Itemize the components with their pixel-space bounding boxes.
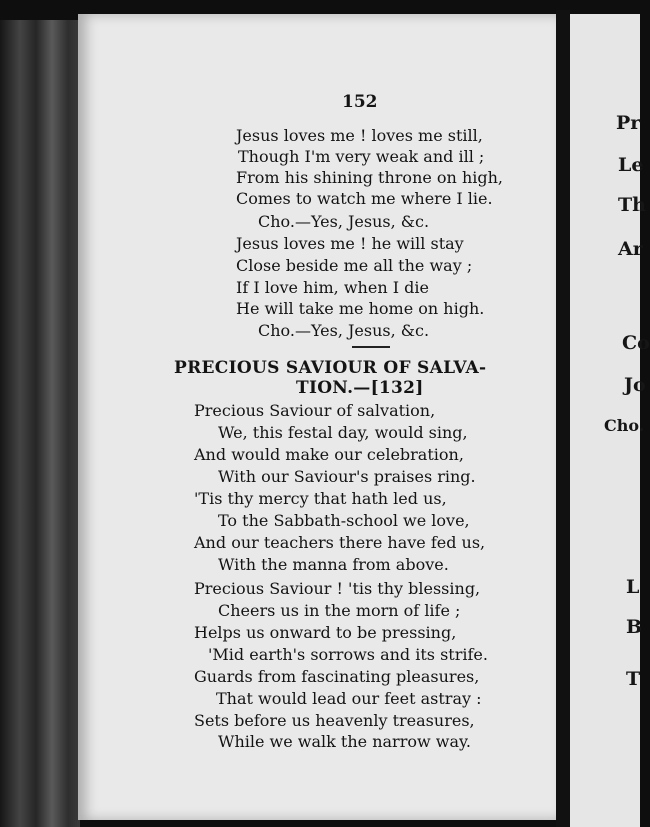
hymn-line: With the manna from above. xyxy=(218,555,449,574)
hymn-line: Precious Saviour ! 'tis thy blessing, xyxy=(194,579,481,598)
right-page-fragment: T xyxy=(626,668,641,690)
hymn-line: That would lead our feet astray : xyxy=(216,689,482,708)
hymn-line: With our Saviour's praises ring. xyxy=(218,467,476,486)
hymn-line: Cheers us in the morn of life ; xyxy=(218,601,461,620)
hymn-line: Precious Saviour of salvation, xyxy=(194,401,436,420)
chorus-line: Cho.—Yes, Jesus, &c. xyxy=(258,212,430,231)
right-page xyxy=(570,14,650,827)
right-page-fragment: B xyxy=(626,616,643,638)
verse-line: Though I'm very weak and ill ; xyxy=(238,147,485,166)
hymn-line: To the Sabbath-school we love, xyxy=(218,511,470,530)
right-page-fragment: Pr xyxy=(616,112,641,134)
right-page-fragment: Ar xyxy=(618,238,643,260)
verse-line: If I love him, when I die xyxy=(236,278,429,297)
hymn-line: And our teachers there have fed us, xyxy=(194,533,486,552)
hymn-line: While we walk the narrow way. xyxy=(218,732,471,751)
page-gutter xyxy=(556,10,570,827)
verse-line: Comes to watch me where I lie. xyxy=(236,189,493,208)
right-page-fragment: Jo xyxy=(624,374,646,396)
right-page-fragment: Cho. xyxy=(604,416,645,435)
right-page-fragment: Th xyxy=(618,194,646,216)
page-number: 152 xyxy=(342,92,378,112)
hymn-line: Guards from fascinating pleasures, xyxy=(194,667,480,686)
hymn-line: Sets before us heavenly treasures, xyxy=(194,711,475,730)
hymn-line: Helps us onward to be pressing, xyxy=(194,623,457,642)
left-page xyxy=(78,14,556,820)
hymn-line: 'Mid earth's sorrows and its strife. xyxy=(208,645,488,664)
right-page-fragment: L xyxy=(626,576,640,598)
verse-line: He will take me home on high. xyxy=(236,299,485,318)
verse-line: Jesus loves me ! he will stay xyxy=(236,234,464,253)
verse-line: Jesus loves me ! loves me still, xyxy=(236,126,483,145)
hymn-title: PRECIOUS SAVIOUR OF SALVA- xyxy=(174,358,487,378)
hymn-line: We, this festal day, would sing, xyxy=(218,423,468,442)
right-page-fragment: Co xyxy=(622,332,650,354)
verse-line: From his shining throne on high, xyxy=(236,168,503,187)
verse-line: Close beside me all the way ; xyxy=(236,256,473,275)
hymn-title-continued: TION.—[132] xyxy=(296,378,424,398)
section-divider xyxy=(352,346,390,348)
right-page-fragment: Le xyxy=(618,154,644,176)
hymn-line: 'Tis thy mercy that hath led us, xyxy=(194,489,447,508)
book-spine xyxy=(0,20,80,827)
hymn-line: And would make our celebration, xyxy=(194,445,464,464)
chorus-line: Cho.—Yes, Jesus, &c. xyxy=(258,321,430,340)
